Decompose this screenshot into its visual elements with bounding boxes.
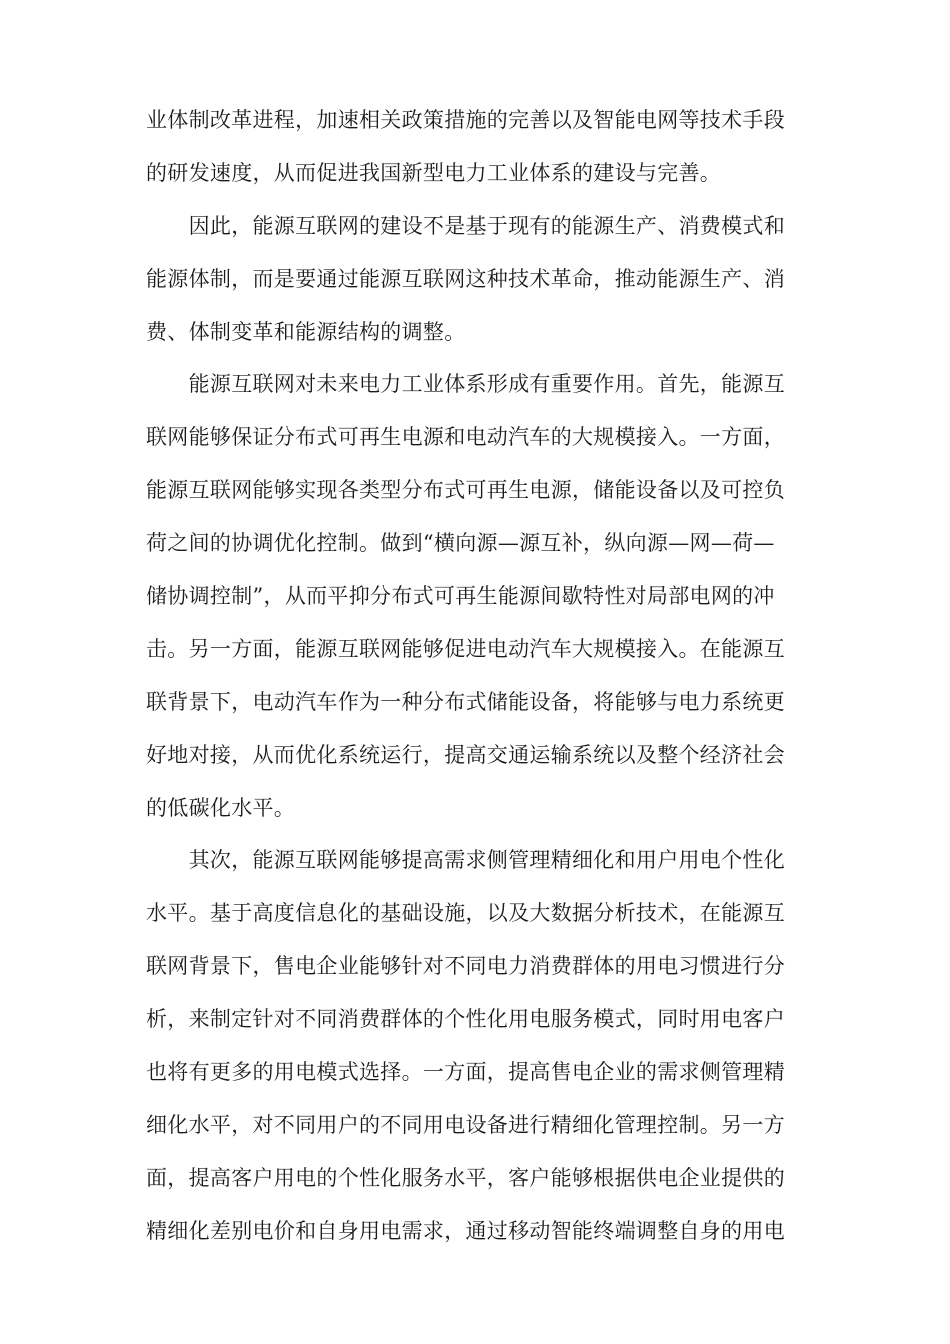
text-line: 业体制改革进程，加速相关政策措施的完善以及智能电网等技术手段 [146, 108, 785, 132]
body-text [146, 94, 826, 1258]
text-line: 击。另一方面，能源互联网能够促进电动汽车大规模接入。在能源互 [146, 636, 785, 661]
text-line: 的低碳化水平。 [146, 795, 296, 820]
text-line: 储协调控制”，从而平抑分布式可再生能源间歇特性对局部电网的冲 [146, 584, 775, 609]
text-line: 荷之间的协调优化控制。做到“横向源—源互补，纵向源—网—荷— [146, 531, 775, 556]
text-line: 细化水平，对不同用户的不同用电设备进行精细化管理控制。另一方 [146, 1112, 785, 1137]
text-line: 面，提高客户用电的个性化服务水平，客户能够根据供电企业提供的 [146, 1165, 785, 1190]
text-line: 费、体制变革和能源结构的调整。 [146, 319, 466, 344]
text-line: 能源互联网能够实现各类型分布式可再生电源，储能设备以及可控负 [146, 478, 785, 503]
text-line: 联网能够保证分布式可再生电源和电动汽车的大规模接入。一方面， [146, 425, 785, 450]
text-line: 析，来制定针对不同消费群体的个性化用电服务模式，同时用电客户 [146, 1007, 785, 1032]
text-line: 精细化差别电价和自身用电需求，通过移动智能终端调整自身的用电 [146, 1218, 785, 1243]
text-line: 能源体制，而是要通过能源互联网这种技术革命，推动能源生产、消 [146, 266, 785, 291]
text-line: 的研发速度，从而促进我国新型电力工业体系的建设与完善。 [146, 160, 722, 185]
text-line: 水平。基于高度信息化的基础设施，以及大数据分析技术，在能源互 [146, 901, 785, 926]
text-line: 也将有更多的用电模式选择。一方面，提高售电企业的需求侧管理精 [146, 1060, 785, 1085]
text-line: 好地对接，从而优化系统运行，提高交通运输系统以及整个经济社会 [146, 742, 785, 767]
text-line: 联背景下，电动汽车作为一种分布式储能设备，将能够与电力系统更 [146, 689, 785, 714]
text-line: 因此，能源互联网的建设不是基于现有的能源生产、消费模式和 [146, 213, 785, 238]
text-line: 能源互联网对未来电力工业体系形成有重要作用。首先，能源互 [146, 372, 785, 397]
text-line: 其次，能源互联网能够提高需求侧管理精细化和用户用电个性化 [146, 848, 785, 873]
text-line: 联网背景下，售电企业能够针对不同电力消费群体的用电习惯进行分 [146, 954, 785, 979]
